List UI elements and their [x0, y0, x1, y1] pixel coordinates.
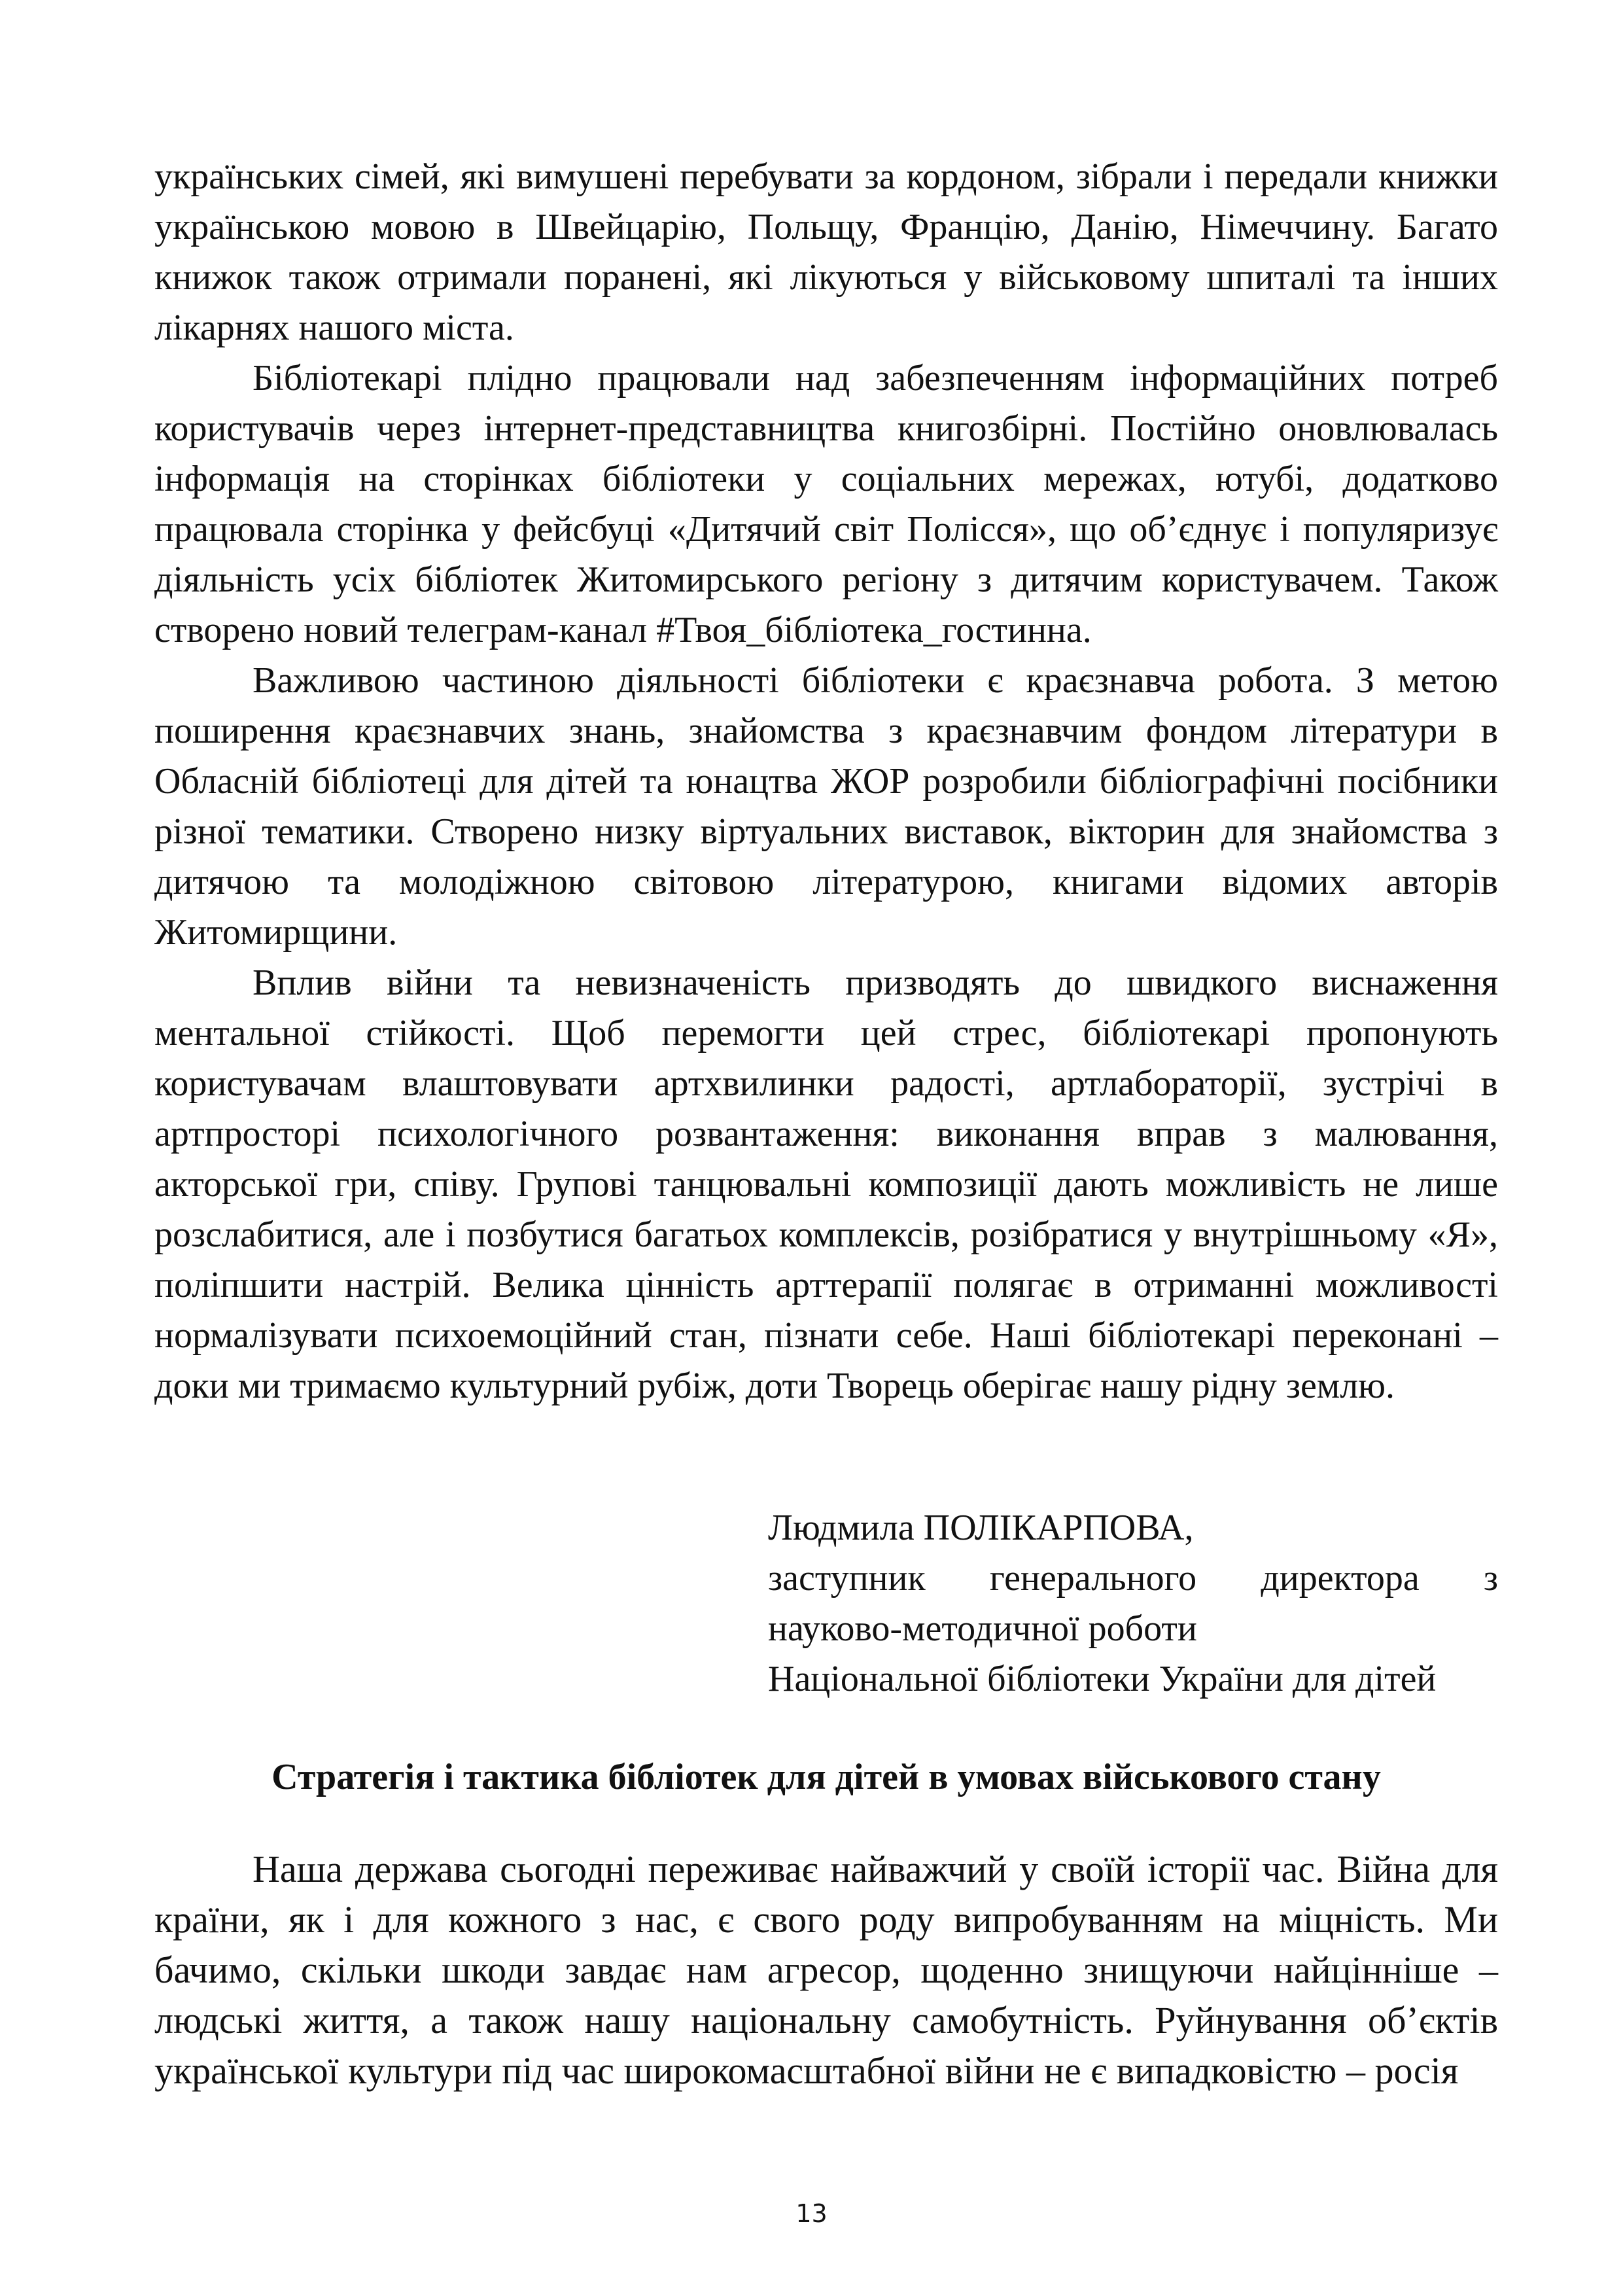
- author-signature-block: [768, 1503, 1498, 1704]
- author-role-line-1: заступник генерального директора з: [768, 1558, 1498, 1598]
- article-body: [154, 152, 1498, 1411]
- author-organization: Національної бібліотеки України для дітей: [768, 1659, 1437, 1699]
- author-name: Людмила ПОЛІКАРПОВА,: [768, 1508, 1194, 1548]
- section-body: [154, 1844, 1498, 2096]
- paragraph-online-presence: Бібліотекарі плідно працювали над забезпеченням інформаційних потреб користувачів через інтернет-представництва книгозбірні. Постійно оновлювалась інформація на сторінках бібліотеки у соціальних мережах, ютубі, додатково працювала сторінка у фейсбуці «Дитячий світ Полісся», що об’єднує і популяризує діяльність усіх бібліотек Житомирського регіону з дитячим користувачем. Також створено новий телеграм-канал #Твоя_бібліотека_гостинна.: [154, 358, 1498, 650]
- section-paragraph: Наша держава сьогодні переживає найважчий у своїй історії час. Війна для країни, як і для кожного з нас, є свого роду випробуванням на міцність. Ми бачимо, скільки шкоди завдає нам агресор, щоденно знищуючи найцінніше – людські життя, а також нашу національну самобутність. Руйнування об’єктів української культури під час широкомасштабної війни не є випадковістю – росія: [154, 1848, 1498, 2092]
- paragraph-local-history: Важливою частиною діяльності бібліотеки є краєзнавча робота. З метою поширення краєзнавчих знань, знайомства з краєзнавчим фондом літератури в Обласній бібліотеці для дітей та юнацтва ЖОР розробили бібліографічні посібники різної тематики. Створено низку віртуальних виставок, вікторин для знайомства з дитячою та молодіжною світовою літературою, книгами відомих авторів Житомирщини.: [154, 660, 1498, 953]
- paragraph-art-therapy: Вплив війни та невизначеність призводять до швидкого виснаження ментальної стійкості. Щоб перемогти цей стрес, бібліотекарі пропонують користувачам влаштовувати артхвилинки радості, артлабораторії, зустрічі в артпросторі психологічного розвантаження: виконання вправ з малювання, акторської гри, співу. Групові танцювальні композиції дають можливість не лише розслабитися, але і позбутися багатьох комплексів, розібратися у внутрішньому «Я», поліпшити настрій. Велика цінність арттерапії полягає в отриманні можливості нормалізувати психоемоційний стан, пізнати себе. Наші бібліотекарі переконані – доки ми тримаємо культурний рубіж, доти Творець оберігає нашу рідну землю.: [154, 963, 1498, 1406]
- page-number: 13: [795, 2199, 828, 2228]
- section-heading: Стратегія і тактика бібліотек для дітей в умовах військового стану: [271, 1757, 1381, 1797]
- paragraph-continuation: українських сімей, які вимушені перебувати за кордоном, зібрали і передали книжки українською мовою в Швейцарію, Польщу, Францію, Данію, Німеччину. Багато книжок також отримали поранені, які лікуються у військовому шпиталі та інших лікарнях нашого міста.: [154, 156, 1498, 348]
- author-role-line-2: науково-методичної роботи: [768, 1608, 1197, 1649]
